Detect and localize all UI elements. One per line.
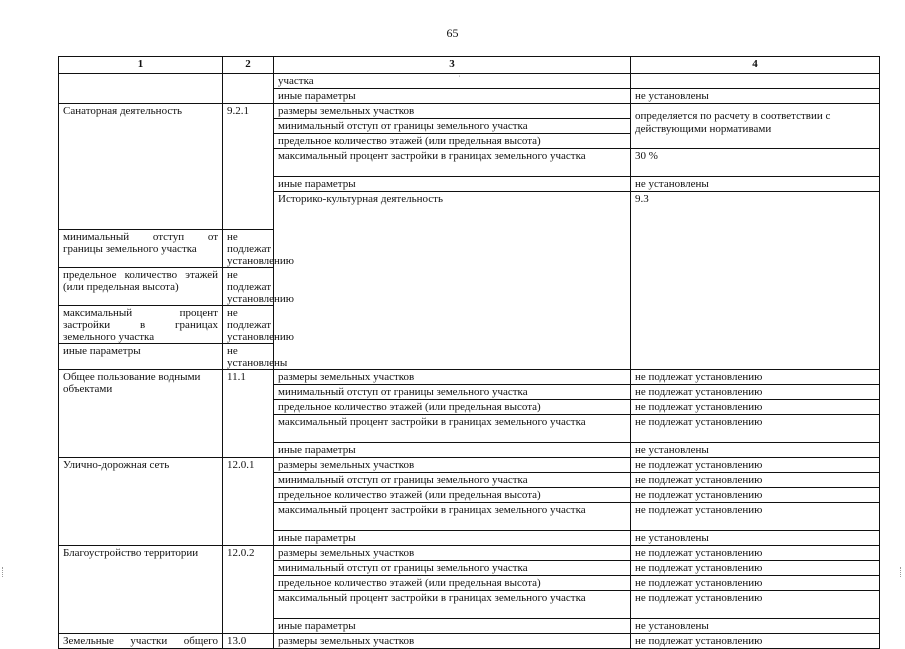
value-cell: не подлежат установлению bbox=[631, 591, 880, 619]
param-cell: максимальный процент застройки в границах земельного участка bbox=[274, 591, 631, 619]
param-cell: иные параметры bbox=[274, 443, 631, 458]
activity-cell: Земельные участки общего bbox=[59, 634, 223, 649]
header-col-2: 2 bbox=[223, 57, 274, 74]
activity-cell: Общее пользование водными объектами bbox=[59, 370, 223, 458]
param-cell: максимальный процент застройки в границах земельного участка bbox=[274, 149, 631, 177]
code-cell: 9.2.1 bbox=[223, 104, 274, 230]
param-cell: иные параметры bbox=[59, 344, 223, 370]
value-cell: не установлены bbox=[631, 619, 880, 634]
scan-edge-mark-right bbox=[900, 567, 904, 577]
value-cell: не подлежат установлению bbox=[631, 488, 880, 503]
value-cell: не подлежат установлению bbox=[223, 306, 274, 344]
table-row bbox=[59, 458, 880, 473]
value-cell: не подлежат установлению bbox=[631, 458, 880, 473]
param-cell: максимальный процент застройки в границах земельного участка bbox=[274, 415, 631, 443]
param-cell: минимальный отступ от границы земельного участка bbox=[274, 385, 631, 400]
table-row bbox=[59, 74, 880, 89]
param-cell: максимальный процент застройки в границах земельного участка bbox=[274, 503, 631, 531]
table-row bbox=[59, 546, 880, 561]
value-cell: 30 % bbox=[631, 149, 880, 177]
param-cell: иные параметры bbox=[274, 619, 631, 634]
value-cell: не подлежат установлению bbox=[223, 268, 274, 306]
activity-cell: Улично-дорожная сеть bbox=[59, 458, 223, 546]
param-cell: максимальный процент застройки в границах земельного участка bbox=[59, 306, 223, 344]
value-cell: не установлены bbox=[631, 89, 880, 104]
code-cell: 13.0 bbox=[223, 634, 274, 649]
param-cell: размеры земельных участков bbox=[274, 104, 631, 119]
value-cell-empty bbox=[631, 74, 880, 89]
value-cell: не подлежат установлению bbox=[631, 385, 880, 400]
header-col-3: 3 bbox=[274, 57, 631, 74]
code-cell: 11.1 bbox=[223, 370, 274, 458]
table-row bbox=[59, 104, 880, 119]
param-cell: иные параметры bbox=[274, 531, 631, 546]
activity-cell: Историко-культурная деятельность bbox=[274, 192, 631, 370]
param-cell: размеры земельных участков bbox=[274, 370, 631, 385]
param-cell: иные параметры bbox=[274, 177, 631, 192]
value-cell: не подлежат установлению bbox=[631, 370, 880, 385]
param-cell: минимальный отступ от границы земельного участка bbox=[59, 230, 223, 268]
value-cell: не установлены bbox=[631, 443, 880, 458]
table-row bbox=[59, 370, 880, 385]
param-cell: участка bbox=[274, 74, 631, 89]
value-cell: не подлежат установлению bbox=[631, 503, 880, 531]
param-cell: предельное количество этажей (или предельная высота) bbox=[274, 134, 631, 149]
param-cell: предельное количество этажей (или предельная высота) bbox=[274, 488, 631, 503]
regulations-table bbox=[58, 56, 880, 649]
scan-speck: ˙ bbox=[458, 74, 461, 83]
param-cell: минимальный отступ от границы земельного участка bbox=[274, 473, 631, 488]
value-cell: не установлены bbox=[631, 531, 880, 546]
table-row bbox=[59, 634, 880, 649]
activity-cell: Благоустройство территории bbox=[59, 546, 223, 634]
value-cell: не установлены bbox=[223, 344, 274, 370]
value-cell: не подлежат установлению bbox=[631, 576, 880, 591]
header-col-1: 1 bbox=[59, 57, 223, 74]
value-cell: не подлежат установлению bbox=[631, 561, 880, 576]
code-cell: 9.3 bbox=[631, 192, 880, 370]
param-cell: минимальный отступ от границы земельного участка bbox=[274, 561, 631, 576]
header-col-4: 4 bbox=[631, 57, 880, 74]
value-cell: не установлены bbox=[631, 177, 880, 192]
param-cell: размеры земельных участков bbox=[274, 634, 631, 649]
scan-edge-mark-left bbox=[2, 567, 6, 577]
param-cell: предельное количество этажей (или предельная высота) bbox=[274, 400, 631, 415]
code-cell: 12.0.2 bbox=[223, 546, 274, 634]
code-cell: 12.0.1 bbox=[223, 458, 274, 546]
value-cell: не подлежат установлению bbox=[631, 415, 880, 443]
table-header-row bbox=[59, 57, 880, 74]
param-cell: размеры земельных участков bbox=[274, 458, 631, 473]
value-cell: определяется по расчету в соответствии с действующими нормативами bbox=[631, 104, 880, 149]
param-cell: минимальный отступ от границы земельного участка bbox=[274, 119, 631, 134]
value-cell: не подлежат установлению bbox=[223, 230, 274, 268]
param-cell: предельное количество этажей (или предельная высота) bbox=[274, 576, 631, 591]
value-cell: не подлежат установлению bbox=[631, 473, 880, 488]
activity-cell-empty bbox=[59, 74, 223, 104]
value-cell: не подлежат установлению bbox=[631, 546, 880, 561]
param-cell: иные параметры bbox=[274, 89, 631, 104]
param-cell: предельное количество этажей (или предельная высота) bbox=[59, 268, 223, 306]
value-cell: не подлежат установлению bbox=[631, 400, 880, 415]
value-cell: не подлежат установлению bbox=[631, 634, 880, 649]
page-number: 65 bbox=[446, 26, 459, 40]
activity-cell: Санаторная деятельность bbox=[59, 104, 223, 230]
param-cell: размеры земельных участков bbox=[274, 546, 631, 561]
code-cell-empty bbox=[223, 74, 274, 104]
